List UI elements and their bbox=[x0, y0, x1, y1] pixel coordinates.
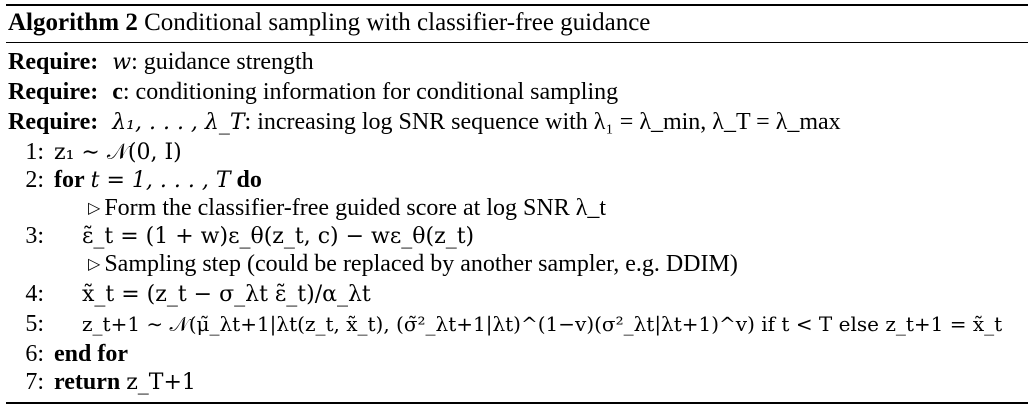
require-text: : increasing log SNR sequence with λ₁ = λ_min, λ_T = λ_max bbox=[244, 109, 841, 135]
bottom-rule bbox=[6, 402, 1028, 404]
step-number: 7: bbox=[25, 369, 44, 395]
comment-line-1 bbox=[88, 194, 606, 225]
algorithm-block bbox=[6, 0, 1028, 406]
step-expression: z_T+1 bbox=[126, 370, 196, 395]
step-line-5 bbox=[8, 310, 1002, 338]
comment-text: Sampling step (could be replaced by another sampler, e.g. DDIM) bbox=[104, 251, 738, 277]
comment-triangle-icon: ▷ bbox=[88, 200, 101, 217]
step-line-4 bbox=[8, 280, 371, 309]
step-expression: z₁ ∼ 𝒩(0, I) bbox=[54, 140, 182, 165]
step-number: 1: bbox=[25, 139, 44, 165]
comment-text: Form the classifier-free guided score at log SNR λ_t bbox=[104, 195, 607, 221]
for-keyword: for bbox=[54, 167, 85, 193]
require-symbol: w bbox=[112, 50, 132, 75]
require-symbol: λ₁, . . . , λ_T bbox=[112, 110, 245, 135]
step-number: 3: bbox=[25, 223, 44, 249]
step-number: 5: bbox=[25, 311, 44, 337]
require-line-3 bbox=[8, 108, 841, 137]
step-expression: x̃_t = (z_t − σ_λt ε̃_t)/α_λt bbox=[82, 282, 371, 307]
step-number: 2: bbox=[25, 167, 44, 193]
step-number: 4: bbox=[25, 281, 44, 307]
step-line-1 bbox=[8, 138, 182, 167]
step-line-3 bbox=[8, 222, 474, 251]
comment-line-2 bbox=[88, 250, 738, 281]
algorithm-title: Conditional sampling with classifier-free guidance bbox=[144, 9, 651, 36]
require-symbol: c bbox=[112, 79, 123, 105]
step-number: 6: bbox=[25, 341, 44, 367]
do-keyword: do bbox=[236, 167, 262, 193]
require-line-2 bbox=[8, 78, 618, 106]
caption-rule bbox=[6, 42, 1028, 43]
step-line-6 bbox=[8, 340, 128, 368]
require-keyword: Require: bbox=[8, 109, 99, 135]
step-expression: t = 1, . . . , T bbox=[90, 168, 231, 193]
require-text: : guidance strength bbox=[131, 49, 314, 75]
step-expression: z_t+1 ∼ 𝒩(μ̃_λt+1|λt(z_t, x̃_t), (σ̃²_λt+1|λt)^(1−v)(σ²_λt|λt+1)^v) if t < T else z_t+1 = x̃_t bbox=[82, 312, 1003, 336]
algorithm-label: Algorithm 2 bbox=[8, 9, 138, 36]
return-keyword: return bbox=[54, 369, 121, 395]
step-expression: ε̃_t = (1 + w)ε_θ(z_t, c) − wε_θ(z_t) bbox=[82, 224, 475, 249]
comment-triangle-icon: ▷ bbox=[88, 256, 101, 273]
end-for-keyword: end for bbox=[54, 341, 128, 367]
algorithm-caption bbox=[8, 8, 650, 38]
step-line-7 bbox=[8, 368, 196, 397]
require-line-1 bbox=[8, 48, 314, 77]
step-line-2 bbox=[8, 166, 262, 195]
require-keyword: Require: bbox=[8, 49, 99, 75]
require-text: : conditioning information for conditional sampling bbox=[122, 79, 619, 105]
require-keyword: Require: bbox=[8, 79, 99, 105]
top-rule bbox=[6, 4, 1028, 6]
